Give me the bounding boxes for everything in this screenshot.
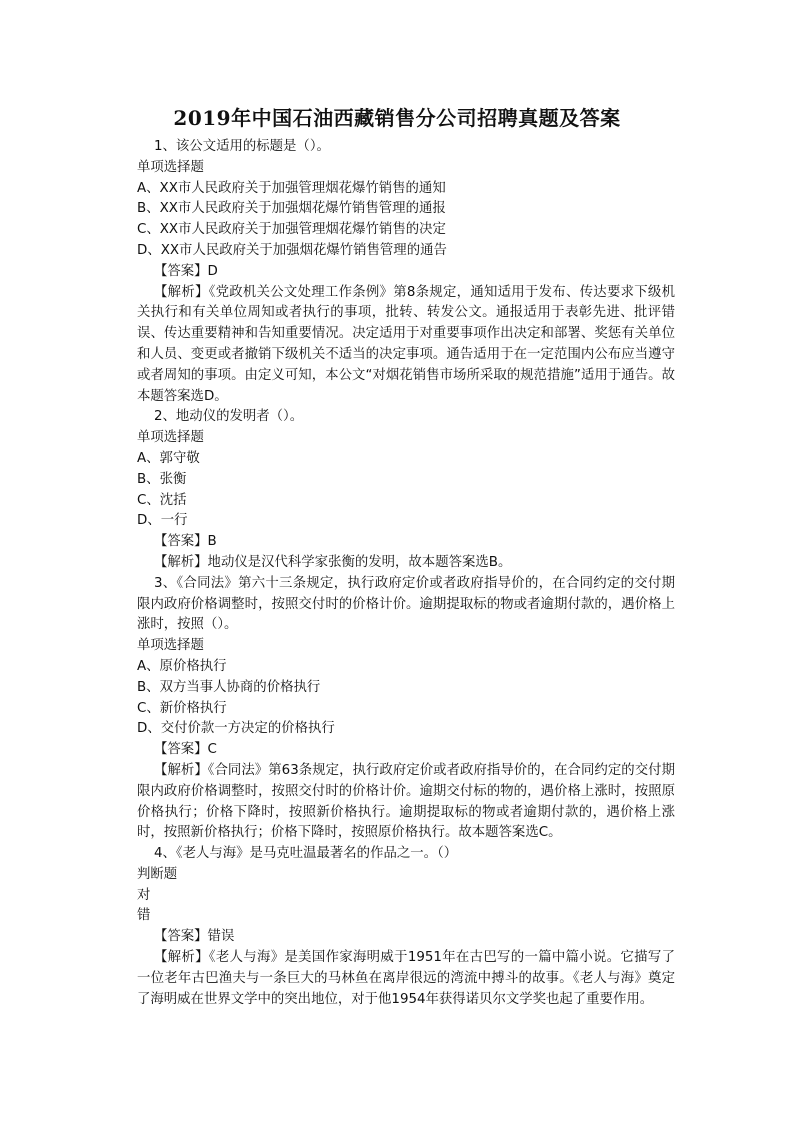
question-stem: 3、《合同法》第六十三条规定，执行政府定价或者政府指导价的，在合同约定的交付期限内政府价格调整时，按照交付时的价格计价。逾期提取标的物或者逾期付款的，遇价格上涨时，按照（）。 — [137, 575, 675, 633]
option-a: A、XX市人民政府关于加强管理烟花爆竹销售的通知 — [137, 180, 446, 196]
analysis-paragraph: 【解析】《党政机关公文处理工作条例》第8条规定，通知适用于发布、传达要求下级机关执行和有关单位周知或者执行的事项，批转、转发公文。通报适用于表彰先进、批评错误、传达重要精神和告知重要情况。决定适用于对重要事项作出决定和部署、奖惩有关单位和人员、变更或者撤销下级机关不适当的决定事项。通告适用于在一定范围内公布应当遵守或者周知的事项。由定义可知，本公文“对烟花销售市场所采取的规范措施”适用于通告。故本题答案选D。 — [137, 284, 675, 404]
option-d: D、一行 — [137, 513, 188, 529]
option-c: C、新价格执行 — [137, 700, 227, 716]
option-c: C、XX市人民政府关于加强管理烟花爆竹销售的决定 — [137, 222, 446, 238]
answer-line: 【答案】D — [154, 263, 218, 279]
option-c: C、沈括 — [137, 492, 187, 508]
option-b: B、XX市人民政府关于加强烟花爆竹销售管理的通报 — [137, 201, 446, 217]
option-false: 错 — [137, 908, 151, 924]
question-stem: 2、地动仪的发明者（）。 — [154, 409, 304, 425]
question-type: 单项选择题 — [137, 638, 204, 654]
question-type: 单项选择题 — [137, 159, 204, 175]
question-stem: 4、《老人与海》是马克吐温最著名的作品之一。（） — [154, 846, 458, 862]
question-block — [137, 844, 675, 1010]
question-block — [137, 407, 675, 573]
question-type: 判断题 — [137, 866, 178, 882]
option-d: D、XX市人民政府关于加强烟花爆竹销售管理的通告 — [137, 242, 447, 258]
analysis-paragraph: 【解析】地动仪是汉代科学家张衡的发明，故本题答案选B。 — [154, 554, 512, 570]
option-b: B、双方当事人协商的价格执行 — [137, 679, 321, 695]
analysis-paragraph: 【解析】《老人与海》是美国作家海明威于1951年在古巴写的一篇中篇小说。它描写了一位老年古巴渔夫与一条巨大的马林鱼在离岸很远的湾流中搏斗的故事。《老人与海》奠定了海明威在世界文学中的突出地位，对于他1954年获得诺贝尔文学奖也起了重要作用。 — [137, 950, 675, 1007]
question-stem: 1、该公文适用的标题是（）。 — [154, 139, 330, 154]
page-title: 2019年中国石油西藏销售分公司招聘真题及答案 — [173, 106, 621, 130]
question-block — [137, 137, 675, 407]
question-type: 单项选择题 — [137, 430, 204, 446]
option-d: D、交付价款一方决定的价格执行 — [137, 721, 335, 737]
answer-line: 【答案】B — [154, 534, 217, 550]
answer-line: 【答案】错误 — [154, 929, 235, 945]
analysis-paragraph: 【解析】《合同法》第63条规定，执行政府定价或者政府指导价的，在合同约定的交付期限内政府价格调整时，按照交付时的价格计价。逾期交付标的物的，遇价格上涨时，按照原价格执行；价格下降时，按照新价格执行。逾期提取标的物或者逾期付款的，遇价格上涨时，按照新价格执行；价格下降时，按照原价格执行。故本题答案选C。 — [137, 762, 675, 841]
option-b: B、张衡 — [137, 471, 187, 487]
question-list — [137, 137, 675, 1010]
question-block — [137, 574, 675, 844]
option-a: A、原价格执行 — [137, 658, 227, 674]
answer-line: 【答案】C — [154, 742, 217, 758]
option-true: 对 — [137, 887, 151, 903]
option-a: A、郭守敬 — [137, 450, 200, 466]
